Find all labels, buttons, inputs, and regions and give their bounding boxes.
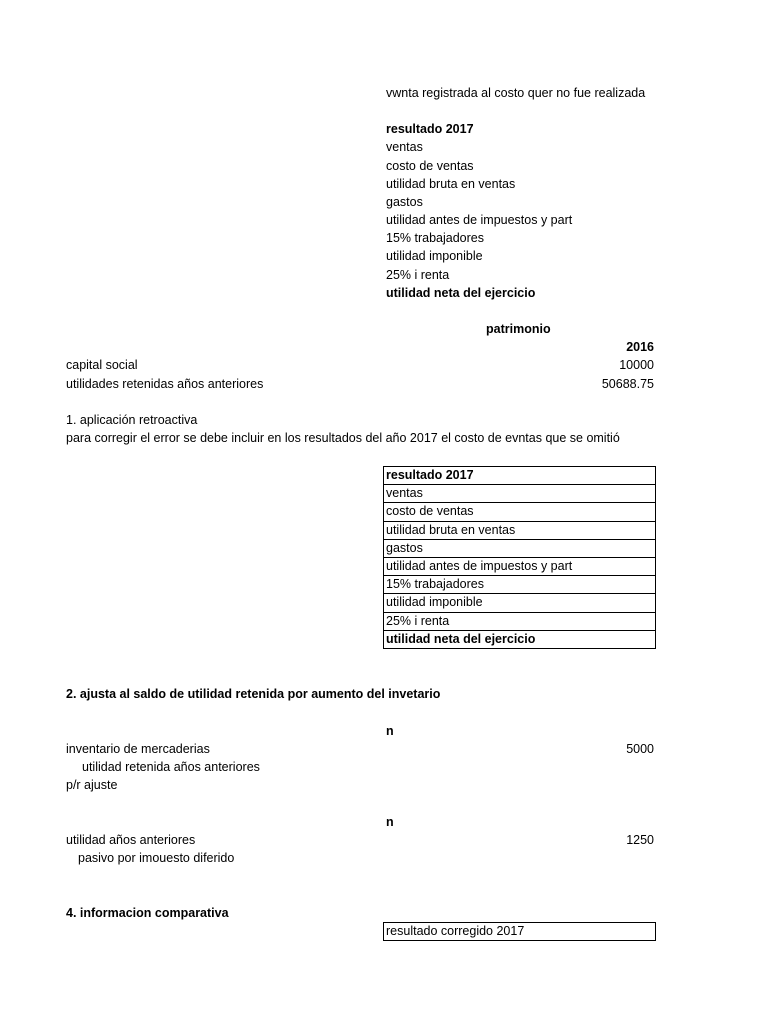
patrimonio-row-label: utilidades retenidas años anteriores <box>66 377 264 391</box>
table-row: resultado 2017 <box>384 467 655 485</box>
section2-title: 2. ajusta al saldo de utilidad retenida por aumento del invetario <box>66 687 441 701</box>
entry-marker: n <box>386 724 394 738</box>
results-line: utilidad antes de impuestos y part <box>386 213 573 227</box>
header-note: vwnta registrada al costo quer no fue realizada <box>386 86 646 100</box>
entry-debit-value: 1250 <box>626 833 654 847</box>
results-line: utilidad imponible <box>386 249 483 263</box>
section1-description: para corregir el error se debe incluir en los resultados del año 2017 el costo de evntas que se omitió <box>66 431 620 445</box>
section1-title: 1. aplicación retroactiva <box>66 413 198 427</box>
results-2017-table <box>383 466 656 649</box>
results-line: costo de ventas <box>386 159 474 173</box>
section4-title: 4. informacion comparativa <box>66 906 229 920</box>
patrimonio-title: patrimonio <box>486 322 551 336</box>
entry-marker: n <box>386 815 394 829</box>
entry-credit-label: pasivo por imouesto diferido <box>78 851 235 865</box>
results-2017-title: resultado 2017 <box>386 122 474 136</box>
entry-debit-value: 5000 <box>626 742 654 756</box>
results-line: 25% i renta <box>386 268 450 282</box>
entry-debit-label: inventario de mercaderias <box>66 742 210 756</box>
corrected-results-table <box>383 922 656 941</box>
table-row: utilidad bruta en ventas <box>384 522 655 540</box>
table-row: utilidad imponible <box>384 594 655 612</box>
results-line: 15% trabajadores <box>386 231 484 245</box>
entry-note: p/r ajuste <box>66 778 118 792</box>
patrimonio-row-value: 50688.75 <box>601 377 654 391</box>
table-row: costo de ventas <box>384 503 655 521</box>
results-line: gastos <box>386 195 423 209</box>
entry-debit-label: utilidad años anteriores <box>66 833 196 847</box>
table-row: ventas <box>384 485 655 503</box>
table-row: 15% trabajadores <box>384 576 655 594</box>
table-row: 25% i renta <box>384 613 655 631</box>
patrimonio-row-value: 10000 <box>619 358 654 372</box>
results-net-income: utilidad neta del ejercicio <box>386 286 536 300</box>
results-line: ventas <box>386 140 423 154</box>
entry-credit-label: utilidad retenida años anteriores <box>82 760 260 774</box>
table-row: gastos <box>384 540 655 558</box>
table-header: resultado corregido 2017 <box>386 924 525 938</box>
table-row: utilidad neta del ejercicio <box>386 631 536 646</box>
results-line: utilidad bruta en ventas <box>386 177 516 191</box>
patrimonio-year: 2016 <box>626 340 654 354</box>
table-row: utilidad antes de impuestos y part <box>384 558 655 576</box>
patrimonio-row-label: capital social <box>66 358 138 372</box>
